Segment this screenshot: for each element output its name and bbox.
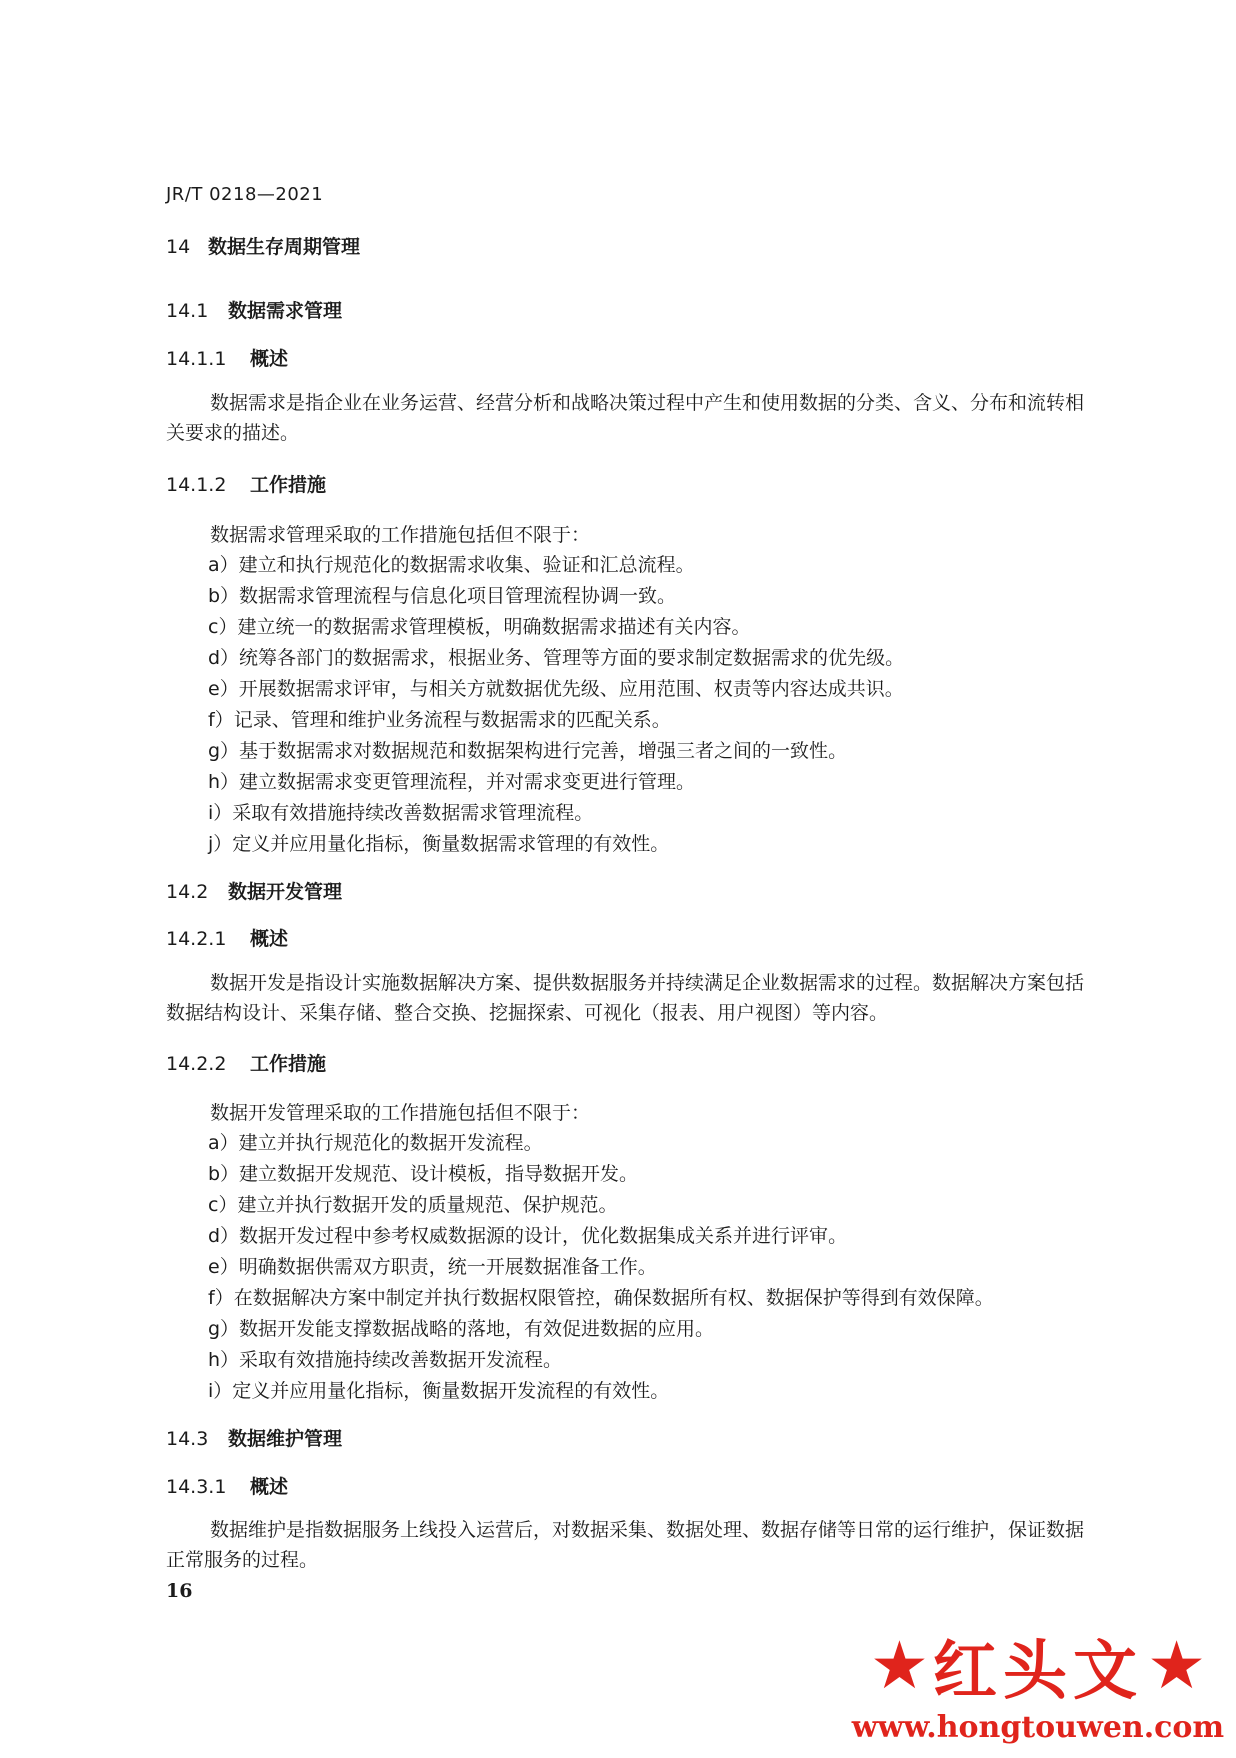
list-item: e）明确数据供需双方职责，统一开展数据准备工作。: [208, 1256, 657, 1278]
paragraph-14-2-1: 数据开发是指设计实施数据解决方案、提供数据服务并持续满足企业数据需求的过程。数据解决方案包括数据结构设计、采集存储、整合交换、挖掘探索、可视化（报表、用户视图）等内容。: [166, 972, 1085, 1024]
star-icon: ★: [869, 1627, 929, 1704]
list-item: d）统筹各部门的数据需求，根据业务、管理等方面的要求制定数据需求的优先级。: [208, 647, 905, 669]
heading-14-2-2: [166, 1049, 326, 1076]
page-number: 16: [166, 1580, 193, 1602]
list-item: h）建立数据需求变更管理流程，并对需求变更进行管理。: [208, 771, 696, 793]
list-item: g）数据开发能支撑数据战略的落地，有效促进数据的应用。: [208, 1318, 715, 1340]
heading-number: 14.2.2: [166, 1053, 227, 1075]
heading-14-1-1: [166, 344, 288, 371]
heading-14: [166, 232, 360, 259]
heading-number: 14.2.1: [166, 928, 227, 950]
heading-14-2-1: [166, 924, 288, 951]
heading-number: 14.1.2: [166, 474, 227, 496]
heading-14-3-1: [166, 1472, 288, 1499]
heading-number: 14: [166, 236, 191, 258]
list-item: c）建立统一的数据需求管理模板，明确数据需求描述有关内容。: [208, 616, 751, 638]
paragraph-14-3-1: 数据维护是指数据服务上线投入运营后，对数据采集、数据处理、数据存储等日常的运行维护，保证数据正常服务的过程。: [166, 1519, 1085, 1571]
list-item: f）记录、管理和维护业务流程与数据需求的匹配关系。: [208, 709, 671, 731]
heading-number: 14.1.1: [166, 348, 227, 370]
watermark: [848, 1620, 1228, 1750]
list-item: i）采取有效措施持续改善数据需求管理流程。: [208, 802, 594, 824]
watermark-title-row: [848, 1620, 1228, 1712]
list-item: f）在数据解决方案中制定并执行数据权限管控，确保数据所有权、数据保护等得到有效保障。: [208, 1287, 994, 1309]
heading-title: 工作措施: [250, 474, 327, 496]
list-item: e）开展数据需求评审，与相关方就数据优先级、应用范围、权责等内容达成共识。: [208, 678, 904, 700]
list-item: j）定义并应用量化指标，衡量数据需求管理的有效性。: [208, 833, 670, 855]
heading-14-2: [166, 877, 342, 904]
lead-14-1-2: 数据需求管理采取的工作措施包括但不限于：: [210, 524, 591, 546]
heading-title: 数据需求管理: [228, 300, 343, 322]
list-item: c）建立并执行数据开发的质量规范、保护规范。: [208, 1194, 618, 1216]
standard-number: JR/T 0218—2021: [166, 184, 324, 205]
heading-14-3: [166, 1424, 342, 1451]
list-item: d）数据开发过程中参考权威数据源的设计，优化数据集成关系并进行评审。: [208, 1225, 848, 1247]
heading-title: 概述: [250, 1476, 289, 1498]
list-item: b）建立数据开发规范、设计模板，指导数据开发。: [208, 1163, 639, 1185]
heading-number: 14.1: [166, 300, 209, 322]
heading-title: 数据维护管理: [228, 1428, 343, 1450]
watermark-title: 红头文: [933, 1634, 1143, 1709]
watermark-url: www.hongtouwen.com: [851, 1710, 1225, 1745]
heading-number: 14.2: [166, 881, 209, 903]
list-item: b）数据需求管理流程与信息化项目管理流程协调一致。: [208, 585, 677, 607]
list-item: a）建立和执行规范化的数据需求收集、验证和汇总流程。: [208, 554, 695, 576]
lead-14-2-2: 数据开发管理采取的工作措施包括但不限于：: [210, 1102, 591, 1124]
heading-14-1-2: [166, 470, 326, 497]
paragraph-14-1-1: 数据需求是指企业在业务运营、经营分析和战略决策过程中产生和使用数据的分类、含义、分布和流转相关要求的描述。: [166, 392, 1085, 444]
heading-title: 数据生存周期管理: [208, 236, 361, 258]
heading-title: 概述: [250, 928, 289, 950]
heading-number: 14.3: [166, 1428, 209, 1450]
list-item: a）建立并执行规范化的数据开发流程。: [208, 1132, 543, 1154]
heading-title: 概述: [250, 348, 289, 370]
list-item: g）基于数据需求对数据规范和数据架构进行完善，增强三者之间的一致性。: [208, 740, 848, 762]
star-icon: ★: [1147, 1627, 1207, 1704]
heading-14-1: [166, 296, 342, 323]
heading-title: 数据开发管理: [228, 881, 343, 903]
heading-title: 工作措施: [250, 1053, 327, 1075]
list-item: i）定义并应用量化指标，衡量数据开发流程的有效性。: [208, 1380, 670, 1402]
list-item: h）采取有效措施持续改善数据开发流程。: [208, 1349, 563, 1371]
heading-number: 14.3.1: [166, 1476, 227, 1498]
